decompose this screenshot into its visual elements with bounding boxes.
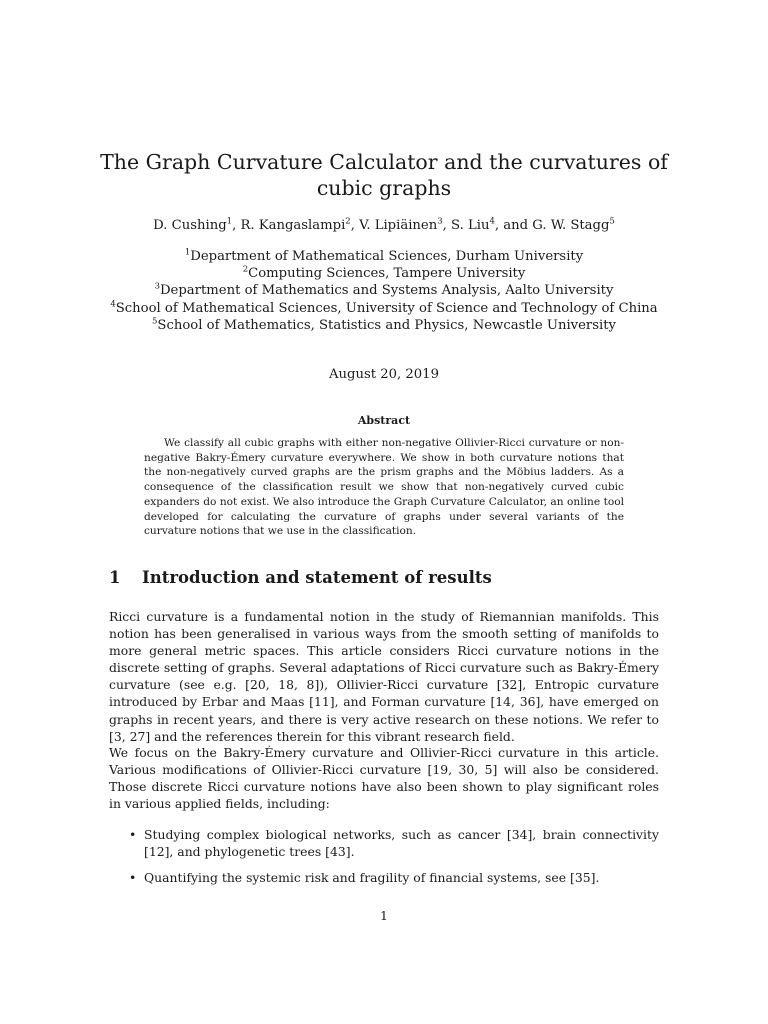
bullet-icon: • — [129, 870, 137, 886]
author-name: R. Kangaslampi — [240, 218, 346, 233]
author — [359, 218, 451, 233]
body-paragraph: We focus on the Bakry-Émery curvature and Ollivier-Ricci curvature in this article. Various modifications of Ollivier-Ricci curvature [19, 30, 5] will also be considered. Those discrete Ricci curvature notions have also been shown to play significant roles in various applied fields, including: — [109, 745, 659, 812]
author — [153, 218, 240, 233]
author — [451, 218, 532, 233]
affiliation — [0, 265, 768, 282]
affiliation-text: School of Mathematical Sciences, University of Science and Technology of China — [115, 300, 658, 316]
bullet-list — [109, 826, 659, 895]
author-name: S. Liu — [451, 218, 490, 233]
affiliation-mark: 4 — [110, 299, 116, 310]
author-name: D. Cushing — [153, 218, 227, 233]
affiliation-mark: 1 — [184, 247, 191, 258]
author-separator: , — [232, 218, 241, 233]
affiliation-list — [0, 248, 768, 334]
body-paragraph: Ricci curvature is a fundamental notion in the study of Riemannian manifolds. This notion has been generalised in various ways from the smooth setting of manifolds to more general metric spaces. This article considers Ricci curvature notions in the discrete setting of graphs. Several adaptations of Ricci curvature such as Bakry-Émery curvature (see e.g. [20, 18, 8]), Ollivier-Ricci curvature [32], Entropic curvature introduced by Erbar and Maas [11], and Forman curvature [14, 36], have emerged on graphs in recent years, and there is very active research on these notions. We refer to [3, 27] and the references therein for this vibrant research field. — [109, 609, 659, 744]
author-affiliation-mark: 1 — [226, 216, 233, 227]
affiliation-mark: 2 — [242, 264, 249, 275]
affiliation — [0, 317, 768, 334]
affiliation-mark: 3 — [154, 282, 160, 293]
publication-date: August 20, 2019 — [329, 367, 439, 382]
author-list — [0, 217, 768, 235]
author-name: V. Lipiäinen — [359, 218, 438, 233]
paper-title: The Graph Curvature Calculator and the curvatures of cubic graphs — [100, 150, 668, 200]
abstract-heading: Abstract — [357, 414, 411, 427]
affiliation-text: Department of Mathematics and Systems Analysis, Aalto University — [159, 283, 614, 299]
page-number: 1 — [380, 908, 388, 923]
abstract-text: We classify all cubic graphs with either non-negative Ollivier-Ricci curvature or non-negative Bakry-Émery curvature everywhere. We show in both curvature notions that the non-negatively curved graphs are the prism graphs and the Möbius ladders. As a consequence of the classification result we show that non-negatively curved cubic expanders do not exist. We also introduce the Graph Curvature Calculator, an online tool developed for calculating the curvature of graphs under several variants of the curvature notions that we use in the classification. — [144, 437, 624, 538]
author — [240, 218, 359, 233]
section-heading — [109, 567, 492, 589]
bullet-icon: • — [129, 827, 137, 842]
author-separator: , — [442, 218, 452, 233]
affiliation-mark: 5 — [152, 316, 158, 327]
section-number: 1 — [109, 568, 121, 587]
author-separator: , — [350, 218, 360, 233]
affiliation — [0, 300, 768, 317]
affiliation-text: Department of Mathematical Sciences, Durham University — [190, 249, 584, 264]
author-affiliation-mark: 4 — [489, 216, 495, 227]
author-separator: , and — [494, 218, 533, 233]
author-affiliation-mark: 5 — [609, 216, 615, 227]
list-item-text: Quantifying the systemic risk and fragility of financial systems, see [35]. — [144, 870, 600, 886]
author-affiliation-mark: 3 — [437, 216, 443, 227]
author — [532, 218, 615, 233]
affiliation-text: School of Mathematics, Statistics and Physics, Newcastle University — [157, 317, 616, 333]
affiliation — [0, 248, 768, 265]
affiliation-text: Computing Sciences, Tampere University — [248, 266, 526, 282]
list-item — [109, 826, 659, 860]
list-item — [109, 869, 659, 886]
affiliation — [0, 282, 768, 299]
author-affiliation-mark: 2 — [345, 216, 351, 227]
author-name: G. W. Stagg — [532, 218, 610, 233]
section-title: Introduction and statement of results — [142, 568, 492, 587]
list-item-text: Studying complex biological networks, such as cancer [34], brain connectivity [12], and phylogenetic trees [43]. — [144, 827, 659, 860]
